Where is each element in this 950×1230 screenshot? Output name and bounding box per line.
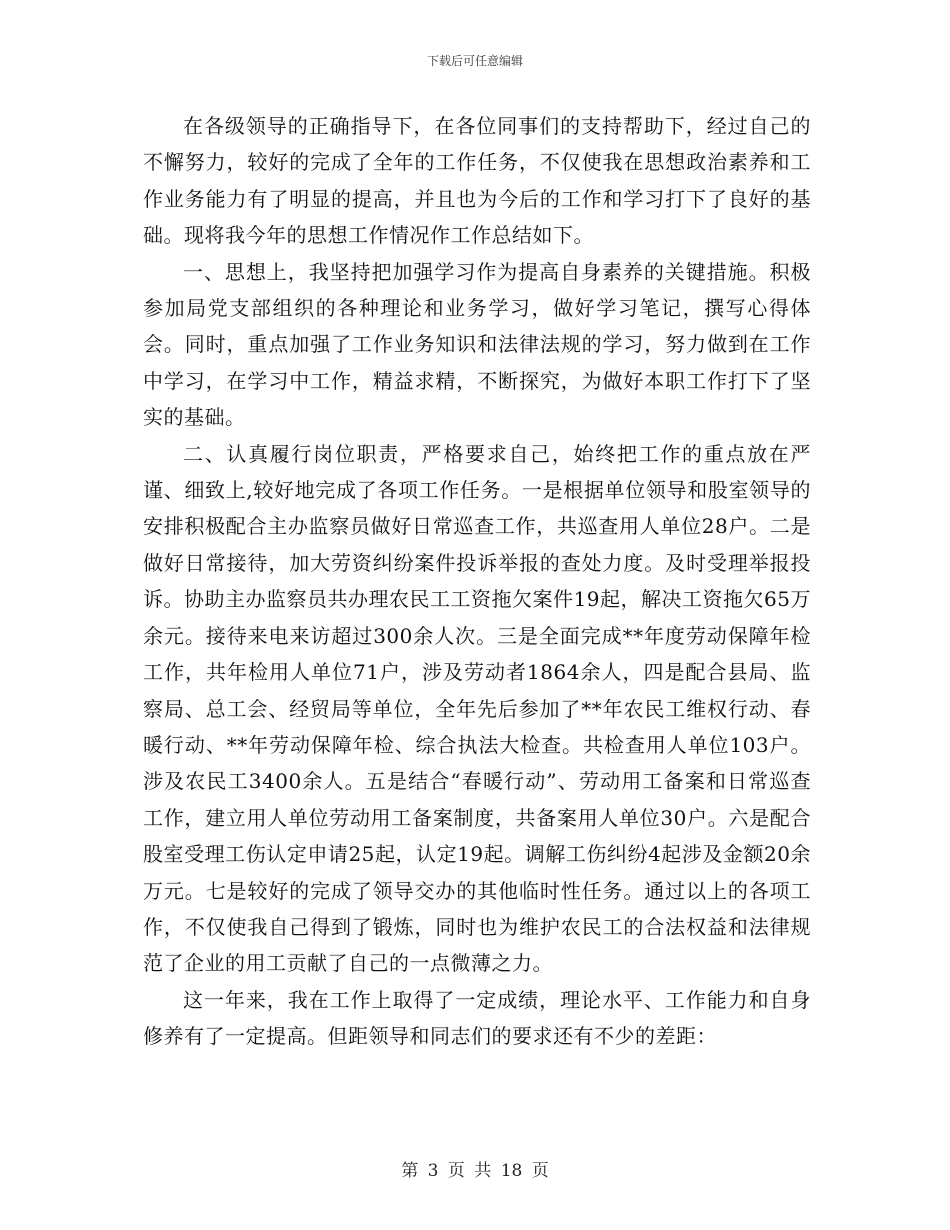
- paragraph-thought: 一、思想上，我坚持把加强学习作为提高自身素养的关键措施。积极参加局党支部组织的各种理论和业务学习，做好学习笔记，撰写心得体会。同时，重点加强了工作业务知识和法律法规的学习，努力做到在工作中学习，在学习中工作，精益求精，不断探究，为做好本职工作打下了坚实的基础。: [143, 259, 811, 430]
- page-header-note: 下载后可任意编辑: [426, 54, 523, 68]
- document-body: [143, 108, 811, 1055]
- paragraph-intro: 在各级领导的正确指导下，在各位同事们的支持帮助下，经过自己的不懈努力，较好的完成了全年的工作任务，不仅使我在思想政治素养和工作业务能力有了明显的提高，并且也为今后的工作和学习打下了良好的基础。现将我今年的思想工作情况作工作总结如下。: [143, 114, 811, 248]
- page-number: 第 3 页 共 18 页: [401, 1161, 549, 1181]
- paragraph-summary: 这一年来，我在工作上取得了一定成绩，理论水平、工作能力和自身修养有了一定提高。但距领导和同志们的要求还有不少的差距：: [143, 987, 811, 1049]
- paragraph-duties: 二、认真履行岗位职责，严格要求自己，始终把工作的重点放在严谨、细致上,较好地完成了各项工作任务。一是根据单位领导和股室领导的安排积极配合主办监察员做好日常巡查工作，共巡查用人单位28户。二是做好日常接待，加大劳资纠纷案件投诉举报的查处力度。及时受理举报投诉。协助主办监察员共办理农民工工资拖欠案件19起，解决工资拖欠65万余元。接待来电来访超过300余人次。三是全面完成**年度劳动保障年检工作，共年检用人单位71户，涉及劳动者1864余人，四是配合县局、监察局、总工会、经贸局等单位，全年先后参加了**年农民工维权行动、春暖行动、**年劳动保障年检、综合执法大检查。共检查用人单位103户。涉及农民工3400余人。五是结合“春暖行动”、劳动用工备案和日常巡查工作，建立用人单位劳动用工备案制度，共备案用人单位30户。六是配合股室受理工伤认定申请25起，认定19起。调解工伤纠纷4起涉及金额20余万元。七是较好的完成了领导交办的其他临时性任务。通过以上的各项工作，不仅使我自己得到了锻炼，同时也为维护农民工的合法权益和法律规范了企业的用工贡献了自己的一点微薄之力。: [143, 441, 811, 976]
